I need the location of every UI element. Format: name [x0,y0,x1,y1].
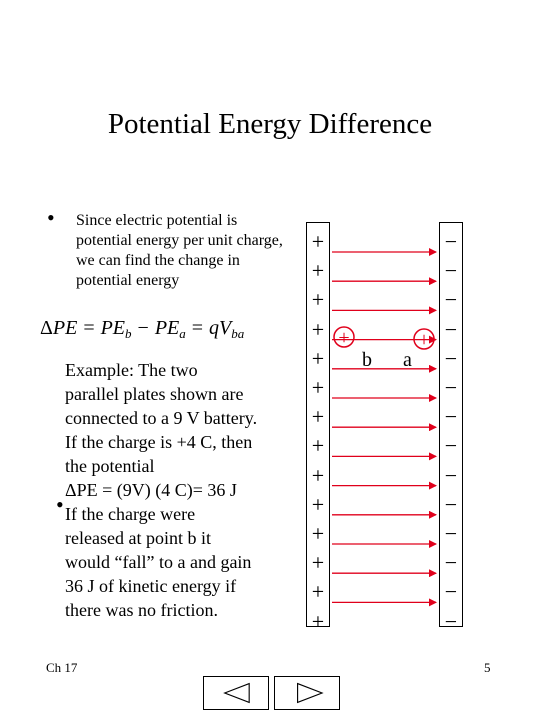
minus-sign: − [444,491,458,517]
plus-sign: + [311,229,325,254]
example-line: If the charge were [65,504,196,524]
triangle-right-icon [275,677,339,709]
formula-q: q [209,317,220,339]
point-b-label: b [362,349,372,371]
bullet-point: • [47,205,55,230]
formula-lhs: PE [52,317,78,339]
minus-sign: − [444,462,458,488]
example-line: parallel plates shown are [65,384,244,404]
formula-equals: = [83,317,95,339]
plus-sign: + [311,404,325,430]
example-line: ΔPE = (9V) (4 C)= 36 J [65,480,237,500]
minus-sign: − [444,287,458,313]
formula-pe-b: PE [100,317,126,339]
example-line: released at point b it [65,528,211,548]
page-number: 5 [484,660,491,675]
bullet-point-2: • [56,492,64,517]
previous-slide-button[interactable] [203,676,269,710]
minus-sign: − [444,375,458,400]
plus-sign: + [311,316,325,342]
plus-sign: + [311,258,325,284]
minus-sign: − [444,521,458,546]
minus-sign: − [444,316,458,342]
footer-chapter: Ch 17 [46,660,78,675]
plus-sign: + [311,579,325,605]
example-line: 36 J of kinetic energy if [65,576,237,596]
minus-sign: − [444,345,458,371]
minus-sign: − [444,608,458,634]
example-line: there was no friction. [65,600,218,620]
slide-title: Potential Energy Difference [107,108,433,140]
plus-sign: + [311,375,325,400]
formula-delta: Δ [40,317,53,339]
plus-sign: + [311,345,325,371]
example-line: the potential [65,456,155,476]
example-line: connected to a 9 V battery. [65,408,258,428]
minus-sign: − [444,433,458,459]
formula-v-sub: ba [231,326,245,341]
formula-pe-a-sub: a [179,326,186,341]
formula-minus: − [137,317,149,339]
charge-sign-a: + [418,329,430,351]
formula-v: V [219,317,232,339]
plus-sign: + [311,433,325,459]
minus-sign: − [444,550,458,576]
plus-sign: + [311,287,325,313]
formula-pe-a: PE [154,317,180,339]
charge-sign-b: + [338,327,350,349]
minus-sign: − [444,258,458,284]
plus-sign: + [311,608,325,634]
next-slide-button[interactable] [274,676,340,710]
example-line: Example: The two [65,360,198,380]
formula-pe-b-sub: b [125,326,132,341]
plus-sign: + [311,550,325,576]
triangle-left-icon [204,677,268,709]
example-line: If the charge is +4 C, then [65,432,253,452]
minus-sign: − [444,229,458,254]
intro-text: Since electric potential is potential energy per unit charge, we can find the change in potential energy [76,212,283,289]
minus-sign: − [444,404,458,430]
example-line: would “fall” to a and gain [65,552,252,572]
minus-sign: − [444,579,458,605]
plus-sign: + [311,491,325,517]
plus-sign: + [311,521,325,546]
formula-equals-2: = [191,317,204,339]
plus-sign: + [311,462,325,488]
point-a-label: a [403,349,412,371]
